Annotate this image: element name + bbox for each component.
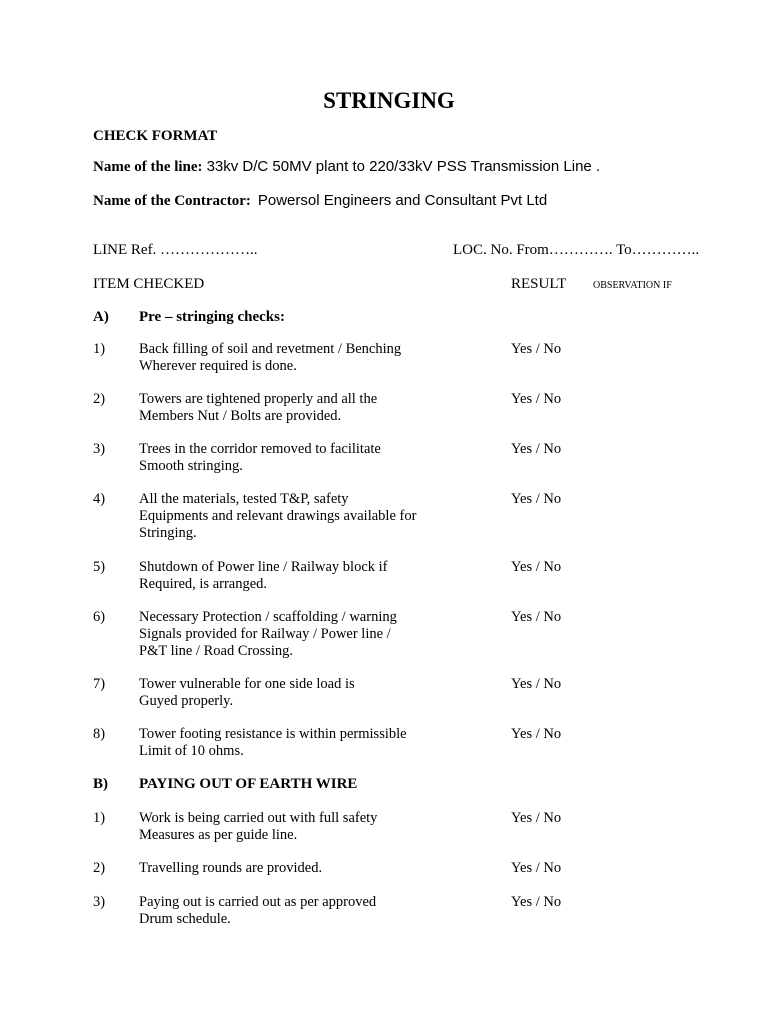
section-b-letter: B) — [93, 776, 108, 792]
item-line: Tower vulnerable for one side load is — [139, 676, 355, 692]
item-result: Yes / No — [511, 860, 562, 876]
item-line: Equipments and relevant drawings available for — [139, 508, 417, 524]
item-line: Tower footing resistance is within permissible — [139, 726, 407, 742]
item-line: Towers are tightened properly and all the — [139, 391, 378, 407]
section-a-letter: A) — [93, 309, 109, 325]
item-number: 6) — [93, 609, 106, 625]
item-result: Yes / No — [511, 441, 562, 457]
item-result: Yes / No — [511, 609, 562, 625]
item-line: Shutdown of Power line / Railway block if — [139, 559, 388, 575]
item-line: Necessary Protection / scaffolding / warning — [139, 609, 397, 625]
item-line: Wherever required is done. — [139, 358, 297, 374]
observation-header: OBSERVATION IF — [593, 280, 672, 291]
item-number: 3) — [93, 441, 106, 457]
item-line: Stringing. — [139, 525, 197, 541]
item-line: Guyed properly. — [139, 693, 234, 709]
section-a-heading: Pre – stringing checks: — [139, 309, 285, 325]
item-number: 2) — [93, 860, 106, 876]
item-result: Yes / No — [511, 726, 562, 742]
result-header: RESULT — [511, 276, 567, 292]
item-description — [139, 676, 459, 710]
item-description — [139, 341, 459, 375]
item-description — [139, 810, 459, 844]
page-title: STRINGING — [323, 88, 455, 113]
item-description — [139, 860, 459, 877]
item-line: Signals provided for Railway / Power line / — [139, 626, 391, 642]
item-line: Trees in the corridor removed to facilitate — [139, 441, 381, 457]
item-number: 1) — [93, 341, 106, 357]
item-description — [139, 609, 459, 660]
item-description — [139, 726, 459, 760]
item-description — [139, 391, 459, 425]
item-number: 8) — [93, 726, 106, 742]
item-line: Smooth stringing. — [139, 458, 243, 474]
item-number: 7) — [93, 676, 106, 692]
check-format-heading: CHECK FORMAT — [93, 128, 218, 144]
item-line: All the materials, tested T&P, safety — [139, 491, 349, 507]
item-result: Yes / No — [511, 391, 562, 407]
item-line: Paying out is carried out as per approved — [139, 894, 377, 910]
item-number: 3) — [93, 894, 106, 910]
line-ref: LINE Ref. ……………….. — [93, 242, 258, 258]
item-result: Yes / No — [511, 491, 562, 507]
item-number: 4) — [93, 491, 106, 507]
contractor-row — [93, 192, 547, 210]
item-checked-header: ITEM CHECKED — [93, 276, 205, 292]
item-number: 5) — [93, 559, 106, 575]
contractor-value: Powersol Engineers and Consultant Pvt Ltd — [257, 192, 548, 209]
item-line: Members Nut / Bolts are provided. — [139, 408, 342, 424]
item-result: Yes / No — [511, 341, 562, 357]
item-result: Yes / No — [511, 559, 562, 575]
item-line: Drum schedule. — [139, 911, 231, 927]
item-result: Yes / No — [511, 676, 562, 692]
item-number: 2) — [93, 391, 106, 407]
item-line: P&T line / Road Crossing. — [139, 643, 294, 659]
item-number: 1) — [93, 810, 106, 826]
line-name-label: Name of the line: — [93, 159, 203, 175]
item-line: Travelling rounds are provided. — [139, 860, 323, 876]
item-description — [139, 894, 459, 928]
line-name-value: 33kv D/C 50MV plant to 220/33kV PSS Transmission Line . — [206, 158, 601, 175]
item-result: Yes / No — [511, 810, 562, 826]
item-line: Limit of 10 ohms. — [139, 743, 244, 759]
contractor-label: Name of the Contractor: — [93, 193, 251, 209]
section-b-heading: PAYING OUT OF EARTH WIRE — [139, 776, 358, 792]
item-line: Required, is arranged. — [139, 576, 268, 592]
item-line: Back filling of soil and revetment / Benching — [139, 341, 402, 357]
item-description — [139, 441, 459, 475]
item-line: Work is being carried out with full safety — [139, 810, 378, 826]
item-description — [139, 491, 459, 542]
item-description — [139, 559, 459, 593]
loc-number: LOC. No. From…………. To………….. — [453, 242, 700, 258]
item-line: Measures as per guide line. — [139, 827, 298, 843]
line-name-row — [93, 158, 600, 176]
item-result: Yes / No — [511, 894, 562, 910]
